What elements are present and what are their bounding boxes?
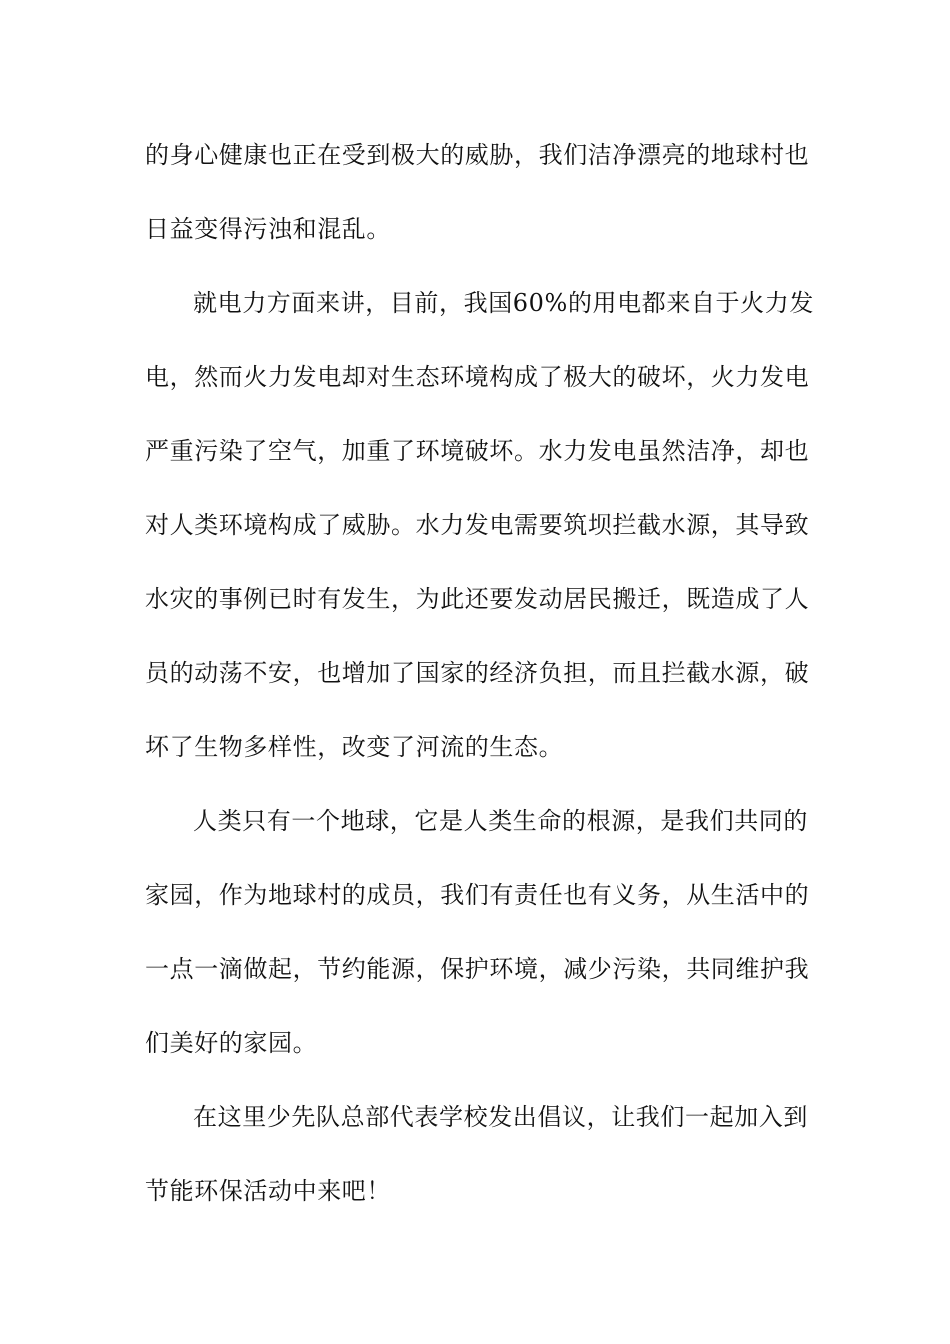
text-line: 水灾的事例已时有发生，为此还要发动居民搬迁，既造成了人 xyxy=(145,585,810,613)
text-line: 家园，作为地球村的成员，我们有责任也有义务，从生活中的 xyxy=(145,881,810,909)
text-line: 对人类环境构成了威胁。水力发电需要筑坝拦截水源，其导致 xyxy=(145,511,810,539)
text-line: 节能环保活动中来吧！ xyxy=(145,1177,391,1205)
text-line: 坏了生物多样性，改变了河流的生态。 xyxy=(145,733,564,761)
text-line: 们美好的家园。 xyxy=(145,1029,318,1057)
text-line: 员的动荡不安，也增加了国家的经济负担，而且拦截水源，破 xyxy=(145,659,810,687)
text-line: 电，然而火力发电却对生态环境构成了极大的破坏，火力发电 xyxy=(145,363,810,391)
text-line: 一点一滴做起，节约能源，保护环境，减少污染，共同维护我 xyxy=(145,955,810,983)
text-line: 在这里少先队总部代表学校发出倡议，让我们一起加入到 xyxy=(193,1103,808,1131)
text-line: 日益变得污浊和混乱。 xyxy=(145,215,391,243)
text-line: 就电力方面来讲，目前，我国60%的用电都来自于火力发 xyxy=(193,289,814,317)
text-line: 严重污染了空气，加重了环境破坏。水力发电虽然洁净，却也 xyxy=(145,437,810,465)
text-line: 的身心健康也正在受到极大的威胁，我们洁净漂亮的地球村也 xyxy=(145,141,810,169)
text-line: 人类只有一个地球，它是人类生命的根源，是我们共同的 xyxy=(193,807,808,835)
